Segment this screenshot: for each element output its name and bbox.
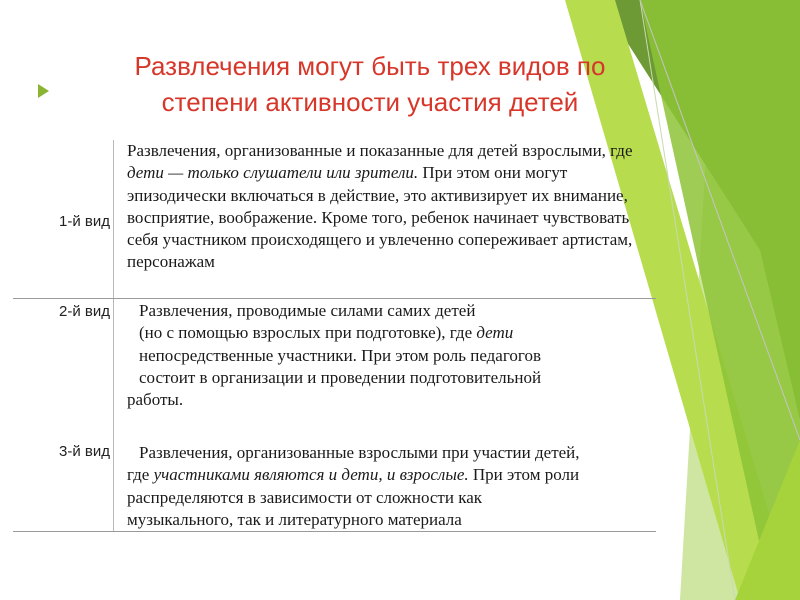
text-line: состоит в организации и проведении подготовительной [139, 367, 542, 387]
row-description [127, 140, 657, 274]
text-line: распределяются в зависимости от сложности как [127, 487, 482, 507]
text-part: Развлечения, организованные и показанные для детей взрослыми, где [127, 141, 633, 160]
text-emphasis: участниками являются и дети, и взрослые. [153, 465, 469, 485]
row-description [127, 300, 657, 411]
row-label: 1-й вид [59, 213, 110, 230]
text-line: (но с помощью взрослых при подготовке), где дети [139, 323, 514, 343]
text-part: При этом они могут эпизодически включаться в действие, это активизирует их внимание, восприятие, воображение. Кроме того, ребенок начинает чувствовать себя участником происходящего и увлеченно сопереживает артистам, персонажам [127, 163, 633, 272]
column-divider [113, 140, 114, 532]
text-emphasis: дети — только слушатели или зрители. [127, 163, 419, 183]
title-line: Развлечения могут быть трех видов по [134, 51, 606, 81]
text-line: Развлечения, проводимые силами самих детей [139, 301, 476, 320]
text-line: Развлечения, организованные взрослыми при участии детей, [139, 443, 580, 462]
row-label: 3-й вид [59, 443, 110, 460]
text-line: музыкального, так и литературного материала [127, 509, 462, 529]
row-description [127, 442, 657, 531]
text-line: где участниками являются и дети, и взрослые. При этом роли [127, 465, 580, 485]
text-emphasis: дети [476, 323, 514, 343]
row-divider [13, 298, 656, 299]
text-line: непосредственные участники. При этом роль педагогов [139, 345, 541, 365]
text-line: работы. [127, 390, 184, 410]
title-line: степени активности участия детей [161, 87, 579, 117]
row-label: 2-й вид [59, 303, 110, 320]
